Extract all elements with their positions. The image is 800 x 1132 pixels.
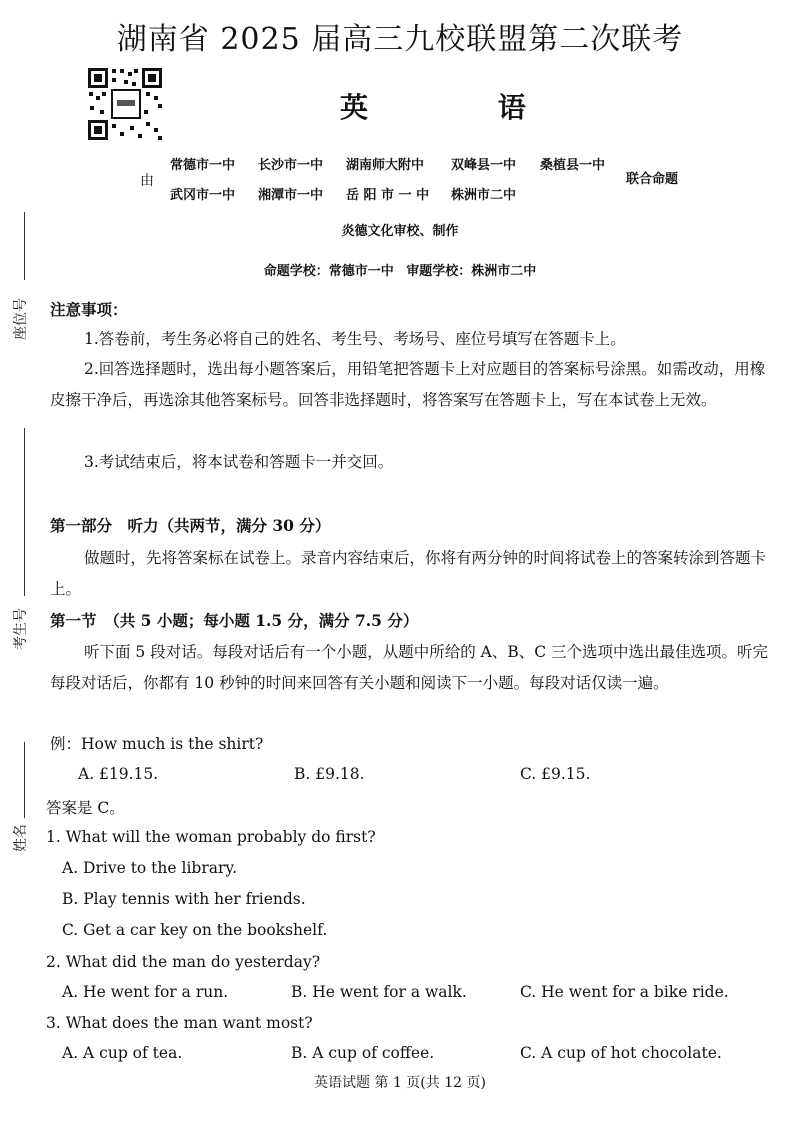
school-name: 常德市一中 [170,158,236,173]
exam-title: 湖南省 2025 届高三九校联盟第二次联考 [116,22,684,57]
question-1: 1. What will the woman probably do first? [46,828,376,846]
part1-intro: 做题时，先将答案标在试卷上。录音内容结束后，你将有两分钟的时间将试卷上的答案转涂到答题卡上。 [50,549,767,598]
joint-label: 联合命题 [626,172,679,187]
qr-code [86,66,164,142]
authors-line: 命题学校：常德市一中 审题学校：株洲市二中 [263,264,537,279]
school-name: 武冈市一中 [170,188,236,203]
example-option-b: B. £9.18. [294,765,365,783]
notice-item-2: 2.回答选择题时，选出每小题答案后，用铅笔把答题卡上对应题目的答案标号涂黑。如需改动，用橡皮擦干净后，再选涂其他答案标号。回答非选择题时，将答案写在答题卡上，写在本试卷上无效。 [50,360,766,409]
seat-underline [24,212,25,280]
name-underline [24,742,25,818]
subject-title: 英 语 [340,91,586,124]
producer-line: 炎德文化审校、制作 [341,224,459,239]
exam-no-underline [24,428,25,596]
you-label: 由 [140,173,154,189]
question-3-option-c: C. A cup of hot chocolate. [520,1044,722,1062]
example-option-a: A. £19.15. [78,765,159,783]
notice-heading: 注意事项： [50,300,128,319]
example-option-c: C. £9.15. [520,765,591,783]
question-3: 3. What does the man want most? [46,1014,313,1032]
question-2-option-c: C. He went for a bike ride. [520,983,729,1001]
school-name: 株洲市二中 [451,188,517,203]
seat-label: 座位号 [13,298,29,340]
notice-item-3: 3.考试结束后，将本试卷和答题卡一并交回。 [84,453,394,471]
school-name: 桑植县一中 [540,158,606,173]
section1-intro: 听下面 5 段对话。每段对话后有一个小题，从题中所给的 A、B、C 三个选项中选出最佳选项。听完每段对话后，你都有 10 秒钟的时间来回答有关小题和阅读下一小题。每段对话仅读一遍。 [50,643,769,692]
question-1-option-c: C. Get a car key on the bookshelf. [62,921,328,939]
school-name: 湘潭市一中 [258,188,324,203]
question-3-option-a: A. A cup of tea. [62,1044,183,1062]
example-answer: 答案是 C。 [46,799,125,817]
question-1-option-b: B. Play tennis with her friends. [62,890,306,908]
page-footer: 英语试题 第 1 页(共 12 页) [314,1075,486,1091]
school-name: 双峰县一中 [451,158,517,173]
section1-heading: 第一节 （共 5 小题；每小题 1.5 分，满分 7.5 分） [50,611,419,630]
question-1-option-a: A. Drive to the library. [62,859,238,877]
question-2-option-a: A. He went for a run. [62,983,229,1001]
question-3-option-b: B. A cup of coffee. [291,1044,435,1062]
school-name: 岳 阳 市 一 中 [346,188,430,203]
part1-heading: 第一部分 听力（共两节，满分 30 分） [50,516,331,535]
exam-no-label: 考生号 [13,608,29,650]
example-question: 例：How much is the shirt? [50,735,264,753]
name-label: 姓名 [13,824,29,852]
question-2-option-b: B. He went for a walk. [291,983,467,1001]
school-name: 湖南师大附中 [346,158,425,173]
notice-item-1: 1.答卷前，考生务必将自己的姓名、考生号、考场号、座位号填写在答题卡上。 [84,330,626,348]
school-name: 长沙市一中 [258,158,324,173]
question-2: 2. What did the man do yesterday? [46,953,321,971]
